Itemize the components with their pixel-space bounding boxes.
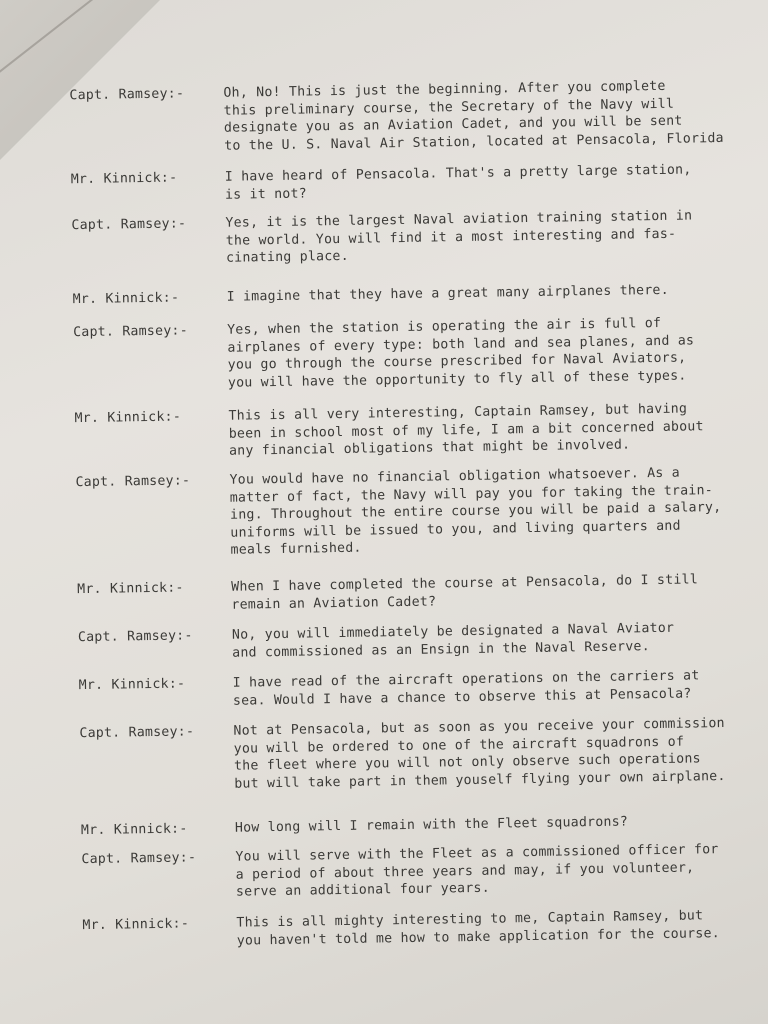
dialogue-line: No, you will immediately be designated a Naval Aviator xyxy=(231,620,675,643)
dialogue-line: and commissioned as an Ensign in the Naval Reserve. xyxy=(232,638,650,661)
dialogue-line: uniforms will be issued to you, and living quarters and xyxy=(230,518,681,541)
dialogue-entry xyxy=(1,76,768,154)
dialogue-entry xyxy=(5,313,768,391)
dialogue-text xyxy=(232,618,768,662)
speaker-label: Capt. Ramsey:- xyxy=(79,724,195,742)
speaker-label: Mr. Kinnick:- xyxy=(77,580,184,598)
speaker-label: Capt. Ramsey:- xyxy=(71,216,187,234)
dialogue-line: been in school most of my life, I am a bit concerned about xyxy=(228,418,704,442)
dialogue-entry xyxy=(13,811,768,839)
speaker-label: Mr. Kinnick:- xyxy=(70,170,178,188)
dialogue-text xyxy=(227,313,768,392)
dialogue-line: Oh, No! This is just the beginning. After you complete xyxy=(223,78,666,101)
dialogue-line: you go through the course prescribed for Naval Aviators, xyxy=(227,350,687,373)
dialogue-text xyxy=(233,714,768,793)
dialogue-line: matter of fact, the Navy will pay you for taking the train- xyxy=(229,482,714,506)
dialogue-entry xyxy=(3,206,768,266)
speaker-label: Mr. Kinnick:- xyxy=(80,821,188,839)
dialogue-line: you will have the opportunity to fly all of these types. xyxy=(227,368,687,391)
dialogue-entry xyxy=(11,666,768,709)
dialogue-line: Not at Pensacola, but as soon as you receive your commission xyxy=(233,715,725,739)
dialogue-text xyxy=(235,840,768,901)
dialogue-line: a period of about three years and may, if you volunteer, xyxy=(235,859,695,883)
dialogue-entry xyxy=(11,714,768,792)
dialogue-line: I have read of the aircraft operations on the carriers at xyxy=(232,668,700,691)
speaker-label: Mr. Kinnick:- xyxy=(78,676,186,694)
dialogue-entry xyxy=(7,463,768,558)
dialogue-line: You would have no financial obligation whatsoever. As a xyxy=(229,465,681,488)
dialogue-line: meals furnished. xyxy=(230,540,362,558)
speaker-label: Mr. Kinnick:- xyxy=(74,409,182,427)
dialogue-line: to the U. S. Naval Air Station, located at Pensacola, Florida xyxy=(224,130,724,154)
dialogue-text xyxy=(225,206,768,267)
dialogue-line: you haven't told me how to make application for the course. xyxy=(236,925,721,949)
dialogue-text xyxy=(233,666,768,710)
dialogue-line: the world. You will find it a most interesting and fas- xyxy=(225,226,677,249)
dialogue-line: cinating place. xyxy=(225,248,349,266)
speaker-label: Mr. Kinnick:- xyxy=(82,916,190,934)
dialogue-line: Yes, it is the largest Naval aviation training station in xyxy=(225,208,693,231)
dialogue-text xyxy=(227,280,768,306)
dialogue-line: Yes, when the station is operating the air is full of xyxy=(227,315,662,338)
dialogue-line: any financial obligations that might be involved. xyxy=(228,437,631,459)
dialogue-line: When I have completed the course at Pensacola, do I still xyxy=(231,572,699,595)
dialogue-line: airplanes of every type: both land and sea planes, and as xyxy=(227,332,695,356)
dialogue-text xyxy=(235,811,768,837)
dialogue-entry xyxy=(10,618,768,661)
dialogue-entry xyxy=(9,570,768,613)
dialogue-line: You will serve with the Fleet as a commissioned officer for xyxy=(235,842,719,865)
dialogue-line: sea. Would I have a chance to observe this at Pensacola? xyxy=(232,686,692,709)
dialogue-line: remain an Aviation Cadet? xyxy=(231,594,437,613)
dialogue-entry xyxy=(14,906,768,949)
dialogue-line: you will be ordered to one of the aircraft squadrons of xyxy=(233,734,685,757)
speaker-label: Capt. Ramsey:- xyxy=(75,473,191,491)
dialogue-line: the fleet where you will not only observe such operations xyxy=(233,751,701,774)
speaker-label: Capt. Ramsey:- xyxy=(77,628,193,646)
dialogue-text xyxy=(228,399,768,460)
speaker-label: Capt. Ramsey:- xyxy=(81,850,197,868)
dialogue-line: I have heard of Pensacola. That's a pretty large station, xyxy=(224,162,692,185)
dialogue-text xyxy=(231,570,768,614)
speaker-label: Mr. Kinnick:- xyxy=(72,290,180,308)
dialogue-line: serve an additional four years. xyxy=(235,880,490,900)
dialogue-line: This is all very interesting, Captain Ramsey, but having xyxy=(228,401,688,424)
speaker-label: Capt. Ramsey:- xyxy=(69,86,185,104)
dialogue-entry xyxy=(6,399,768,459)
dialogue-entry xyxy=(3,160,768,203)
dialogue-text xyxy=(225,160,768,204)
dialogue-line: This is all mighty interesting to me, Captain Ramsey, but xyxy=(236,908,704,931)
dialogue-text xyxy=(229,463,768,559)
dialogue-text xyxy=(236,906,768,950)
dialogue-entry xyxy=(5,280,768,308)
speaker-label: Capt. Ramsey:- xyxy=(73,323,188,341)
dialogue-line: is it not? xyxy=(224,185,308,203)
dialogue-line: this preliminary course, the Secretary of the Navy will xyxy=(223,96,675,119)
dialogue-entry xyxy=(13,840,768,900)
dialogue-line: How long will I remain with the Fleet squadrons? xyxy=(234,814,629,836)
dialogue-line: I imagine that they have a great many airplanes there. xyxy=(226,282,669,305)
dialogue-line: ing. Throughout the entire course you will be paid a salary, xyxy=(229,500,722,523)
dialogue-line: designate you as an Aviation Cadet, and you will be sent xyxy=(223,113,683,136)
dialogue-text xyxy=(223,76,768,155)
dialogue-line: but will take part in them youself flying your own airplane. xyxy=(234,768,726,792)
